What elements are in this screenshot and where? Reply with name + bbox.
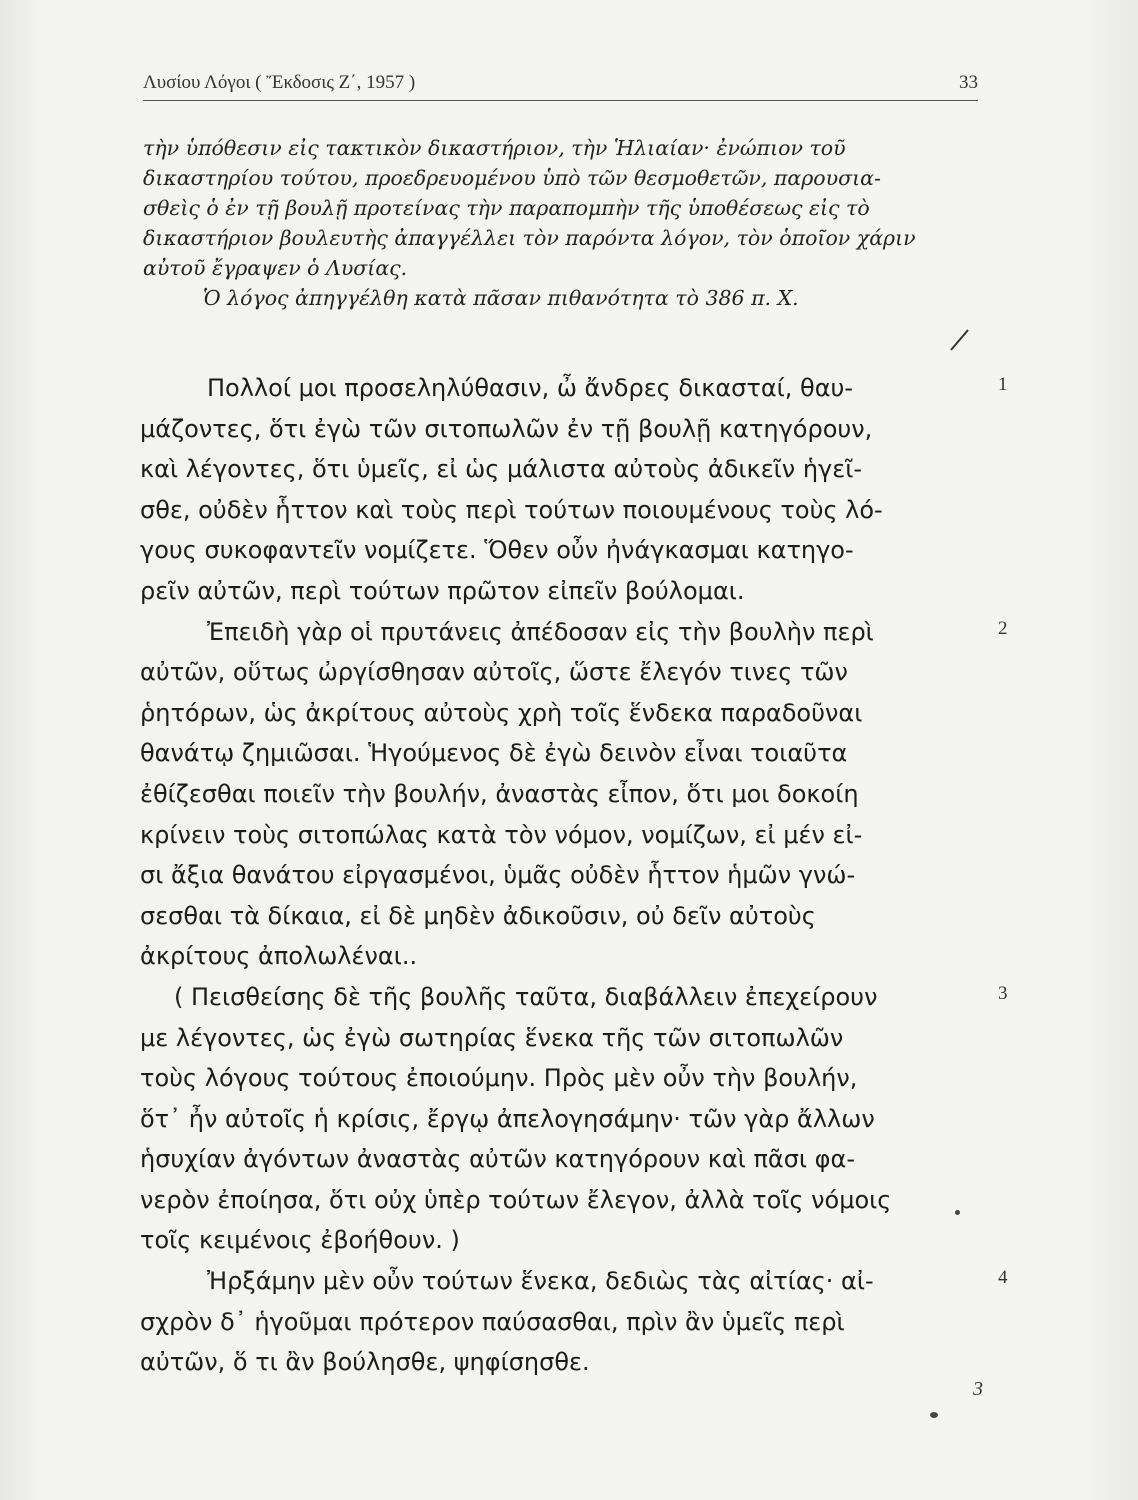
text-line: μάζοντες, ὅτι ἐγὼ τῶν σιτοπωλῶν ἐν τῇ βουλῇ κατηγόρουν,: [140, 414, 873, 443]
text-line: νερὸν ἐποίησα, ὅτι οὐχ ὑπὲρ τούτων ἔλεγον, ἀλλὰ τοῖς νόμοις: [140, 1185, 892, 1214]
page-header: [143, 70, 978, 101]
introduction: [143, 133, 983, 313]
intro-line: τὴν ὑπόθεσιν εἰς τακτικὸν δικαστήριον, τὴν Ἡλιαίαν· ἐνώπιον τοῦ: [143, 136, 846, 160]
text-line: σεσθαι τὰ δίκαια, εἰ δὲ μηδὲν ἀδικοῦσιν, οὐ δεῖν αὐτοὺς: [140, 901, 816, 930]
text-line: ἡσυχίαν ἀγόντων ἀναστὰς αὐτῶν κατηγόρουν καὶ πᾶσι φα-: [140, 1145, 855, 1174]
text-line: θανάτῳ ζημιῶσαι. Ἡγούμενος δὲ ἐγὼ δεινὸν εἶναι τοιαῦτα: [140, 739, 848, 768]
section-1: [140, 368, 988, 612]
text-line: αὐτῶν, ὅ τι ἂν βούλησθε, ψηφίσησθε.: [140, 1348, 590, 1377]
pencil-slash-mark: [948, 328, 970, 352]
text-line: τοὺς λόγους τούτους ἐποιούμην. Πρὸς μὲν οὖν τὴν βουλήν,: [140, 1064, 858, 1093]
text-line: ρεῖν αὐτῶν, περὶ τούτων πρῶτον εἰπεῖν βούλομαι.: [140, 576, 745, 605]
text-line: αὐτῶν, οὕτως ὠργίσθησαν αὐτοῖς, ὥστε ἔλεγόν τινες τῶν: [140, 658, 848, 687]
intro-line: σθεὶς ὁ ἐν τῇ βουλῇ προτείνας τὴν παραπομπὴν τῆς ὑποθέσεως εἰς τὸ: [143, 196, 870, 220]
intro-line: αὐτοῦ ἔγραψεν ὁ Λυσίας.: [143, 256, 408, 280]
text-line: τοῖς κειμένοις ἐβοήθουν. ): [140, 1226, 460, 1255]
text-line: ἀκρίτους ἀπολωλέναι..: [140, 942, 418, 971]
text-line: σι ἄξια θανάτου εἰργασμένοι, ὑμᾶς οὐδὲν ἧττον ἡμῶν γνώ-: [140, 861, 856, 890]
text-line: κρίνειν τοὺς σιτοπώλας κατὰ τὸν νόμον, νομίζων, εἰ μέν εἰ-: [140, 820, 863, 849]
text-line: ἐθίζεσθαι ποιεῖν τὴν βουλήν, ἀναστὰς εἶπον, ὅτι μοι δοκοίη: [140, 779, 859, 808]
ink-speck: [930, 1412, 938, 1418]
text-line: ὅτ᾽ ἦν αὐτοῖς ἡ κρίσις, ἔργῳ ἀπελογησάμην· τῶν γὰρ ἄλλων: [140, 1104, 875, 1133]
text-line: καὶ λέγοντες, ὅτι ὑμεῖς, εἰ ὡς μάλιστα αὐτοὺς ἀδικεῖν ἡγεῖ-: [140, 455, 862, 484]
text-line: με λέγοντες, ὡς ἐγὼ σωτηρίας ἕνεκα τῆς τῶν σιτοπωλῶν: [140, 1023, 844, 1052]
text-line: Πολλοί μοι προσεληλύθασιν, ὦ ἄνδρες δικασταί, θαυ-: [207, 374, 854, 402]
section-number-3: 3: [998, 983, 1008, 1004]
page-number: 33: [959, 72, 978, 93]
intro-paragraph: [143, 133, 983, 283]
section-4: [140, 1261, 988, 1383]
ink-speck: [955, 1210, 960, 1215]
intro-line: δικαστηρίου τούτου, προεδρευομένου ὑπὸ τῶν θεσμοθετῶν, παρουσια-: [143, 166, 881, 190]
section-2: [140, 612, 988, 977]
section-number-4: 4: [998, 1267, 1008, 1288]
section-3: [140, 977, 988, 1261]
signature-mark: 3: [973, 1378, 983, 1400]
text-line: ( Πεισθείσης δὲ τῆς βουλῆς ταῦτα, διαβάλλειν ἐπεχείρουν: [174, 982, 878, 1011]
text-line: Ἐπειδὴ γὰρ οἱ πρυτάνεις ἀπέδοσαν εἰς τὴν βουλὴν περὶ: [207, 617, 874, 646]
section-number-2: 2: [998, 618, 1008, 639]
text-line: ῥητόρων, ὡς ἀκρίτους αὐτοὺς χρὴ τοῖς ἕνδεκα παραδοῦναι: [140, 698, 863, 727]
text-line: σθε, οὐδὲν ἧττον καὶ τοὺς περὶ τούτων ποιουμένους τοὺς λό-: [140, 495, 883, 524]
text-line: γους συκοφαντεῖν νομίζετε. Ὅθεν οὖν ἠνάγκασμαι κατηγο-: [140, 536, 854, 565]
text-line: σχρὸν δ᾽ ἡγοῦμαι πρότερον παύσασθαι, πρὶν ἂν ὑμεῖς περὶ: [140, 1307, 845, 1336]
running-title: Λυσίου Λόγοι ( Ἔκδοσις Ζ΄, 1957 ): [143, 72, 416, 93]
date-note: Ὁ λόγος ἀπηγγέλθη κατὰ πᾶσαν πιθανότητα τὸ 386 π. Χ.: [203, 286, 799, 310]
speech-text: [140, 368, 988, 1383]
section-number-1: 1: [998, 374, 1008, 395]
intro-line: δικαστήριον βουλευτὴς ἀπαγγέλλει τὸν παρόντα λόγον, τὸν ὁποῖον χάριν: [143, 226, 916, 250]
text-line: Ἠρξάμην μὲν οὖν τούτων ἕνεκα, δεδιὼς τὰς αἰτίας· αἰ-: [207, 1267, 874, 1296]
